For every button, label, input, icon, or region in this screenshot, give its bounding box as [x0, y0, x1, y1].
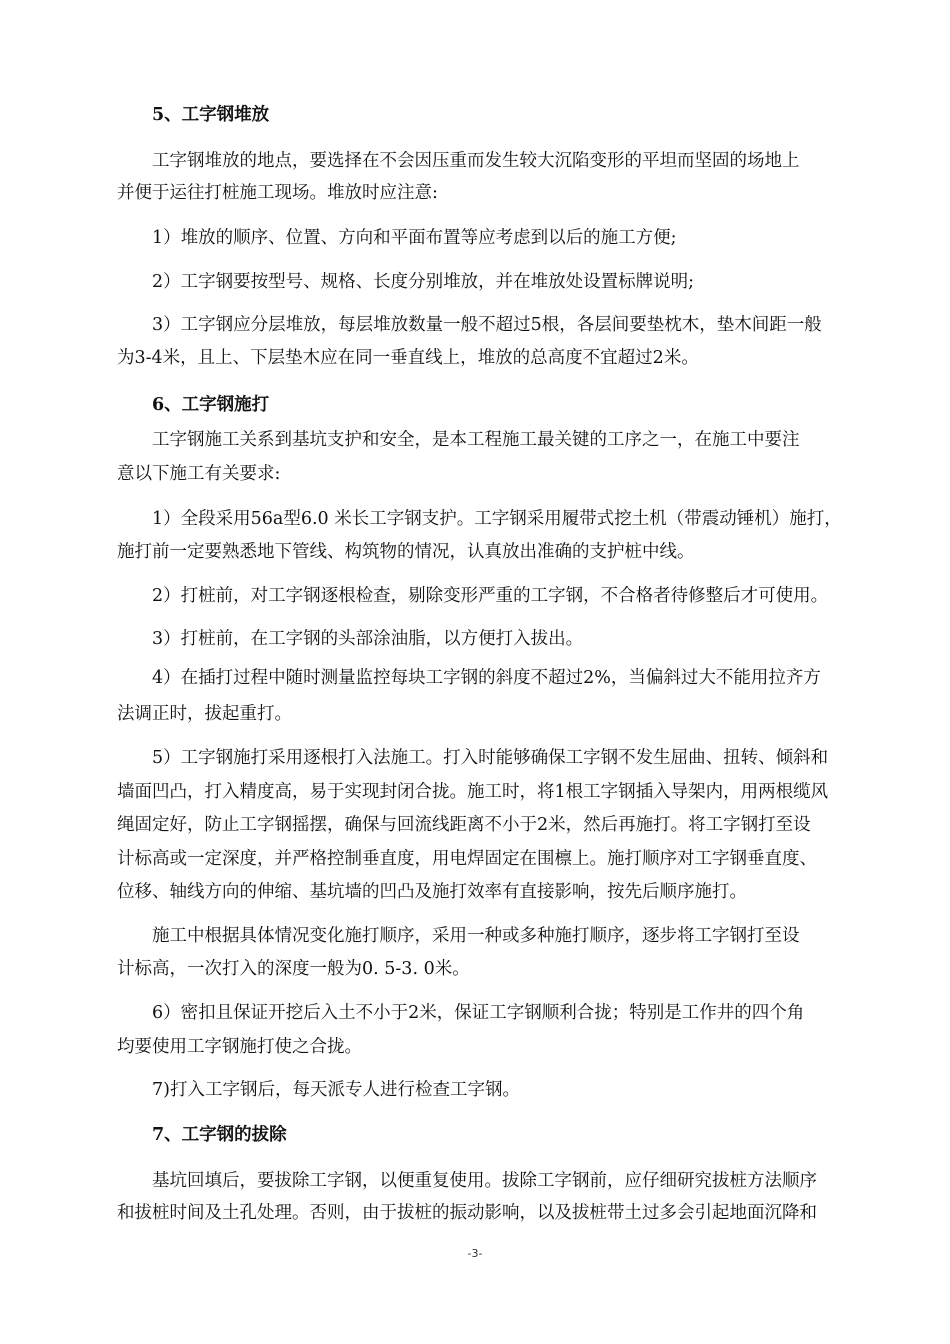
section-heading: 7、工字钢的拔除 — [152, 1125, 287, 1145]
text-line: 1）全段采用56a型6.0 米长工字钢支护。工字钢采用履带式挖土机（带震动锤机）施打， — [152, 509, 842, 529]
text-line: 位移、轴线方向的伸缩、基坑墙的凹凸及施打效率有直接影响，按先后顺序施打。 — [117, 882, 747, 902]
page-number: -3- — [467, 1247, 483, 1260]
text-line: 3）工字钢应分层堆放，每层堆放数量一般不超过5根，各层间要垫枕木，垫木间距一般 — [152, 315, 822, 335]
text-line: 4）在插打过程中随时测量监控每块工字钢的斜度不超过2%，当偏斜过大不能用拉齐方 — [152, 668, 821, 688]
section-heading: 5、工字钢堆放 — [152, 105, 270, 125]
text-line: 工字钢堆放的地点，要选择在不会因压重而发生较大沉陷变形的平坦而坚固的场地上 — [152, 151, 800, 171]
text-line: 6）密扣且保证开挖后入土不小于2米，保证工字钢顺利合拢；特别是工作井的四个角 — [152, 1003, 805, 1023]
text-line: 基坑回填后，要拔除工字钢，以便重复使用。拔除工字钢前，应仔细研究拔桩方法顺序 — [152, 1171, 817, 1191]
text-line: 绳固定好，防止工字钢摇摆，确保与回流线距离不小于2米，然后再施打。将工字钢打至设 — [117, 815, 811, 835]
text-line: 法调正时，拔起重打。 — [117, 704, 292, 724]
text-line: 墙面凹凸，打入精度高，易于实现封闭合拢。施工时，将1根工字钢插入导架内，用两根缆风 — [117, 782, 829, 802]
text-line: 施打前一定要熟悉地下管线、构筑物的情况，认真放出准确的支护桩中线。 — [117, 542, 695, 562]
text-line: 意以下施工有关要求: — [117, 464, 281, 484]
text-line: 计标高或一定深度，并严格控制垂直度，用电焊固定在围檩上。施打顺序对工字钢垂直度、 — [117, 849, 817, 869]
text-line: 5）工字钢施打采用逐根打入法施工。打入时能够确保工字钢不发生屈曲、扭转、倾斜和 — [152, 748, 829, 768]
text-line: 工字钢施工关系到基坑支护和安全，是本工程施工最关键的工序之一，在施工中要注 — [152, 430, 800, 450]
text-line: 和拔桩时间及土孔处理。否则，由于拔桩的振动影响，以及拔桩带土过多会引起地面沉降和 — [117, 1203, 817, 1223]
text-line: 计标高，一次打入的深度一般为0. 5-3. 0米。 — [117, 959, 470, 979]
text-line: 并便于运往打桩施工现场。堆放时应注意: — [117, 183, 438, 203]
section-heading: 6、工字钢施打 — [152, 395, 270, 415]
text-line: 7)打入工字钢后，每天派专人进行检查工字钢。 — [152, 1080, 520, 1100]
text-line: 均要使用工字钢施打使之合拢。 — [117, 1037, 362, 1057]
text-line: 3）打桩前，在工字钢的头部涂油脂，以方便打入拔出。 — [152, 629, 584, 649]
text-line: 为3-4米，且上、下层垫木应在同一垂直线上，堆放的总高度不宜超过2米。 — [117, 348, 699, 368]
text-line: 1）堆放的顺序、位置、方向和平面布置等应考虑到以后的施工方便; — [152, 228, 677, 248]
text-line: 2）工字钢要按型号、规格、长度分别堆放，并在堆放处设置标牌说明; — [152, 272, 695, 292]
text-line: 2）打桩前，对工字钢逐根检查，剔除变形严重的工字钢，不合格者待修整后才可使用。 — [152, 586, 829, 606]
text-line: 施工中根据具体情况变化施打顺序，采用一种或多种施打顺序，逐步将工字钢打至设 — [152, 926, 800, 946]
